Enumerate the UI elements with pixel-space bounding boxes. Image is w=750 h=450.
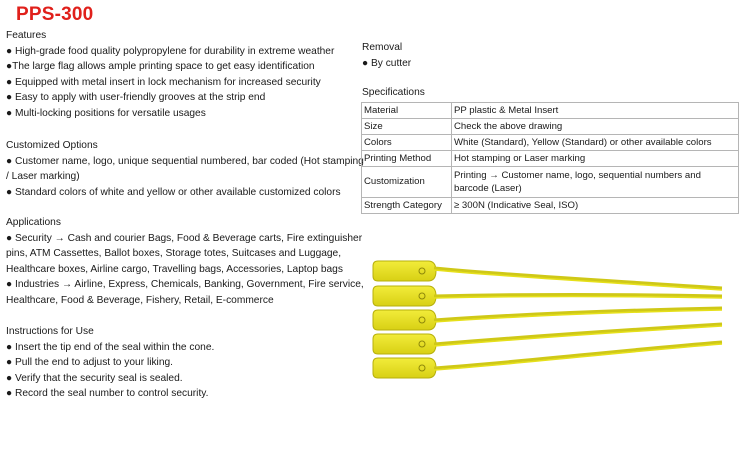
table-row [362,118,739,134]
specifications-table [361,102,739,214]
features-heading: Features [6,30,47,41]
spec-value: Printing → Customer name, logo, sequential numbers and barcode (Laser) [452,166,739,197]
spec-key: Printing Method [362,150,452,166]
spec-key: Size [362,118,452,134]
customized-option-item: ● Standard colors of white and yellow or other available customized colors [6,186,341,198]
feature-item: ● Easy to apply with user-friendly grooves at the strip end [6,92,266,104]
spec-key: Strength Category [362,197,452,213]
application-item-security: ● Security → Cash and courier Bags, Food & Beverage carts, Fire extinguisher pins, ATM Cassettes, Ballot boxes, Storage totes, Suitcases and Luggage, Healthcare boxes, Airline cargo, Travelling bags, Accessories, Laptop bags [6,232,363,275]
spec-value: ≥ 300N (Indicative Seal, ISO) [452,197,739,213]
removal-item: ● By cutter [362,57,412,69]
removal-section [362,40,411,71]
spec-value: Hot stamping or Laser marking [452,150,739,166]
removal-heading: Removal [362,42,403,53]
instructions-heading: Instructions for Use [6,326,94,337]
instruction-item: ● Verify that the security seal is sealed. [6,372,183,384]
table-row [362,197,739,213]
spec-value: Check the above drawing [452,118,739,134]
feature-item: ●The large flag allows ample printing space to get easy identification [6,61,315,73]
instructions-section [6,324,366,402]
spec-key: Material [362,102,452,118]
customized-options-section [6,138,366,200]
seal-2 [373,286,722,306]
product-title: PPS-300 [16,4,94,25]
instruction-item: ● Insert the tip end of the seal within the cone. [6,341,215,353]
table-row [362,102,739,118]
customized-options-heading: Customized Options [6,140,98,151]
spec-key: Colors [362,134,452,150]
feature-item: ● Equipped with metal insert in lock mechanism for increased security [6,76,321,88]
customized-option-item: ● Customer name, logo, unique sequential numbered, bar coded (Hot stamping / Laser marking) [6,155,364,183]
table-row [362,166,739,197]
features-section [6,28,366,122]
feature-item: ● High-grade food quality polypropylene for durability in extreme weather [6,45,335,57]
applications-heading: Applications [6,217,61,228]
instruction-item: ● Record the seal number to control security. [6,388,209,400]
instruction-item: ● Pull the end to adjust to your liking. [6,357,173,369]
table-row [362,134,739,150]
feature-item: ● Multi-locking positions for versatile usages [6,107,206,119]
applications-section [6,215,366,309]
specifications-section [361,85,739,214]
specifications-heading: Specifications [362,87,425,98]
spec-value: White (Standard), Yellow (Standard) or other available colors [452,134,739,150]
table-row [362,150,739,166]
spec-key: Customization [362,166,452,197]
application-item-industries: ● Industries → Airline, Express, Chemicals, Banking, Government, Fire service, Healthcare, Food & Beverage, Fishery, Retail, E-commerce [6,279,364,306]
seal-product-image [370,258,726,388]
spec-value: PP plastic & Metal Insert [452,102,739,118]
